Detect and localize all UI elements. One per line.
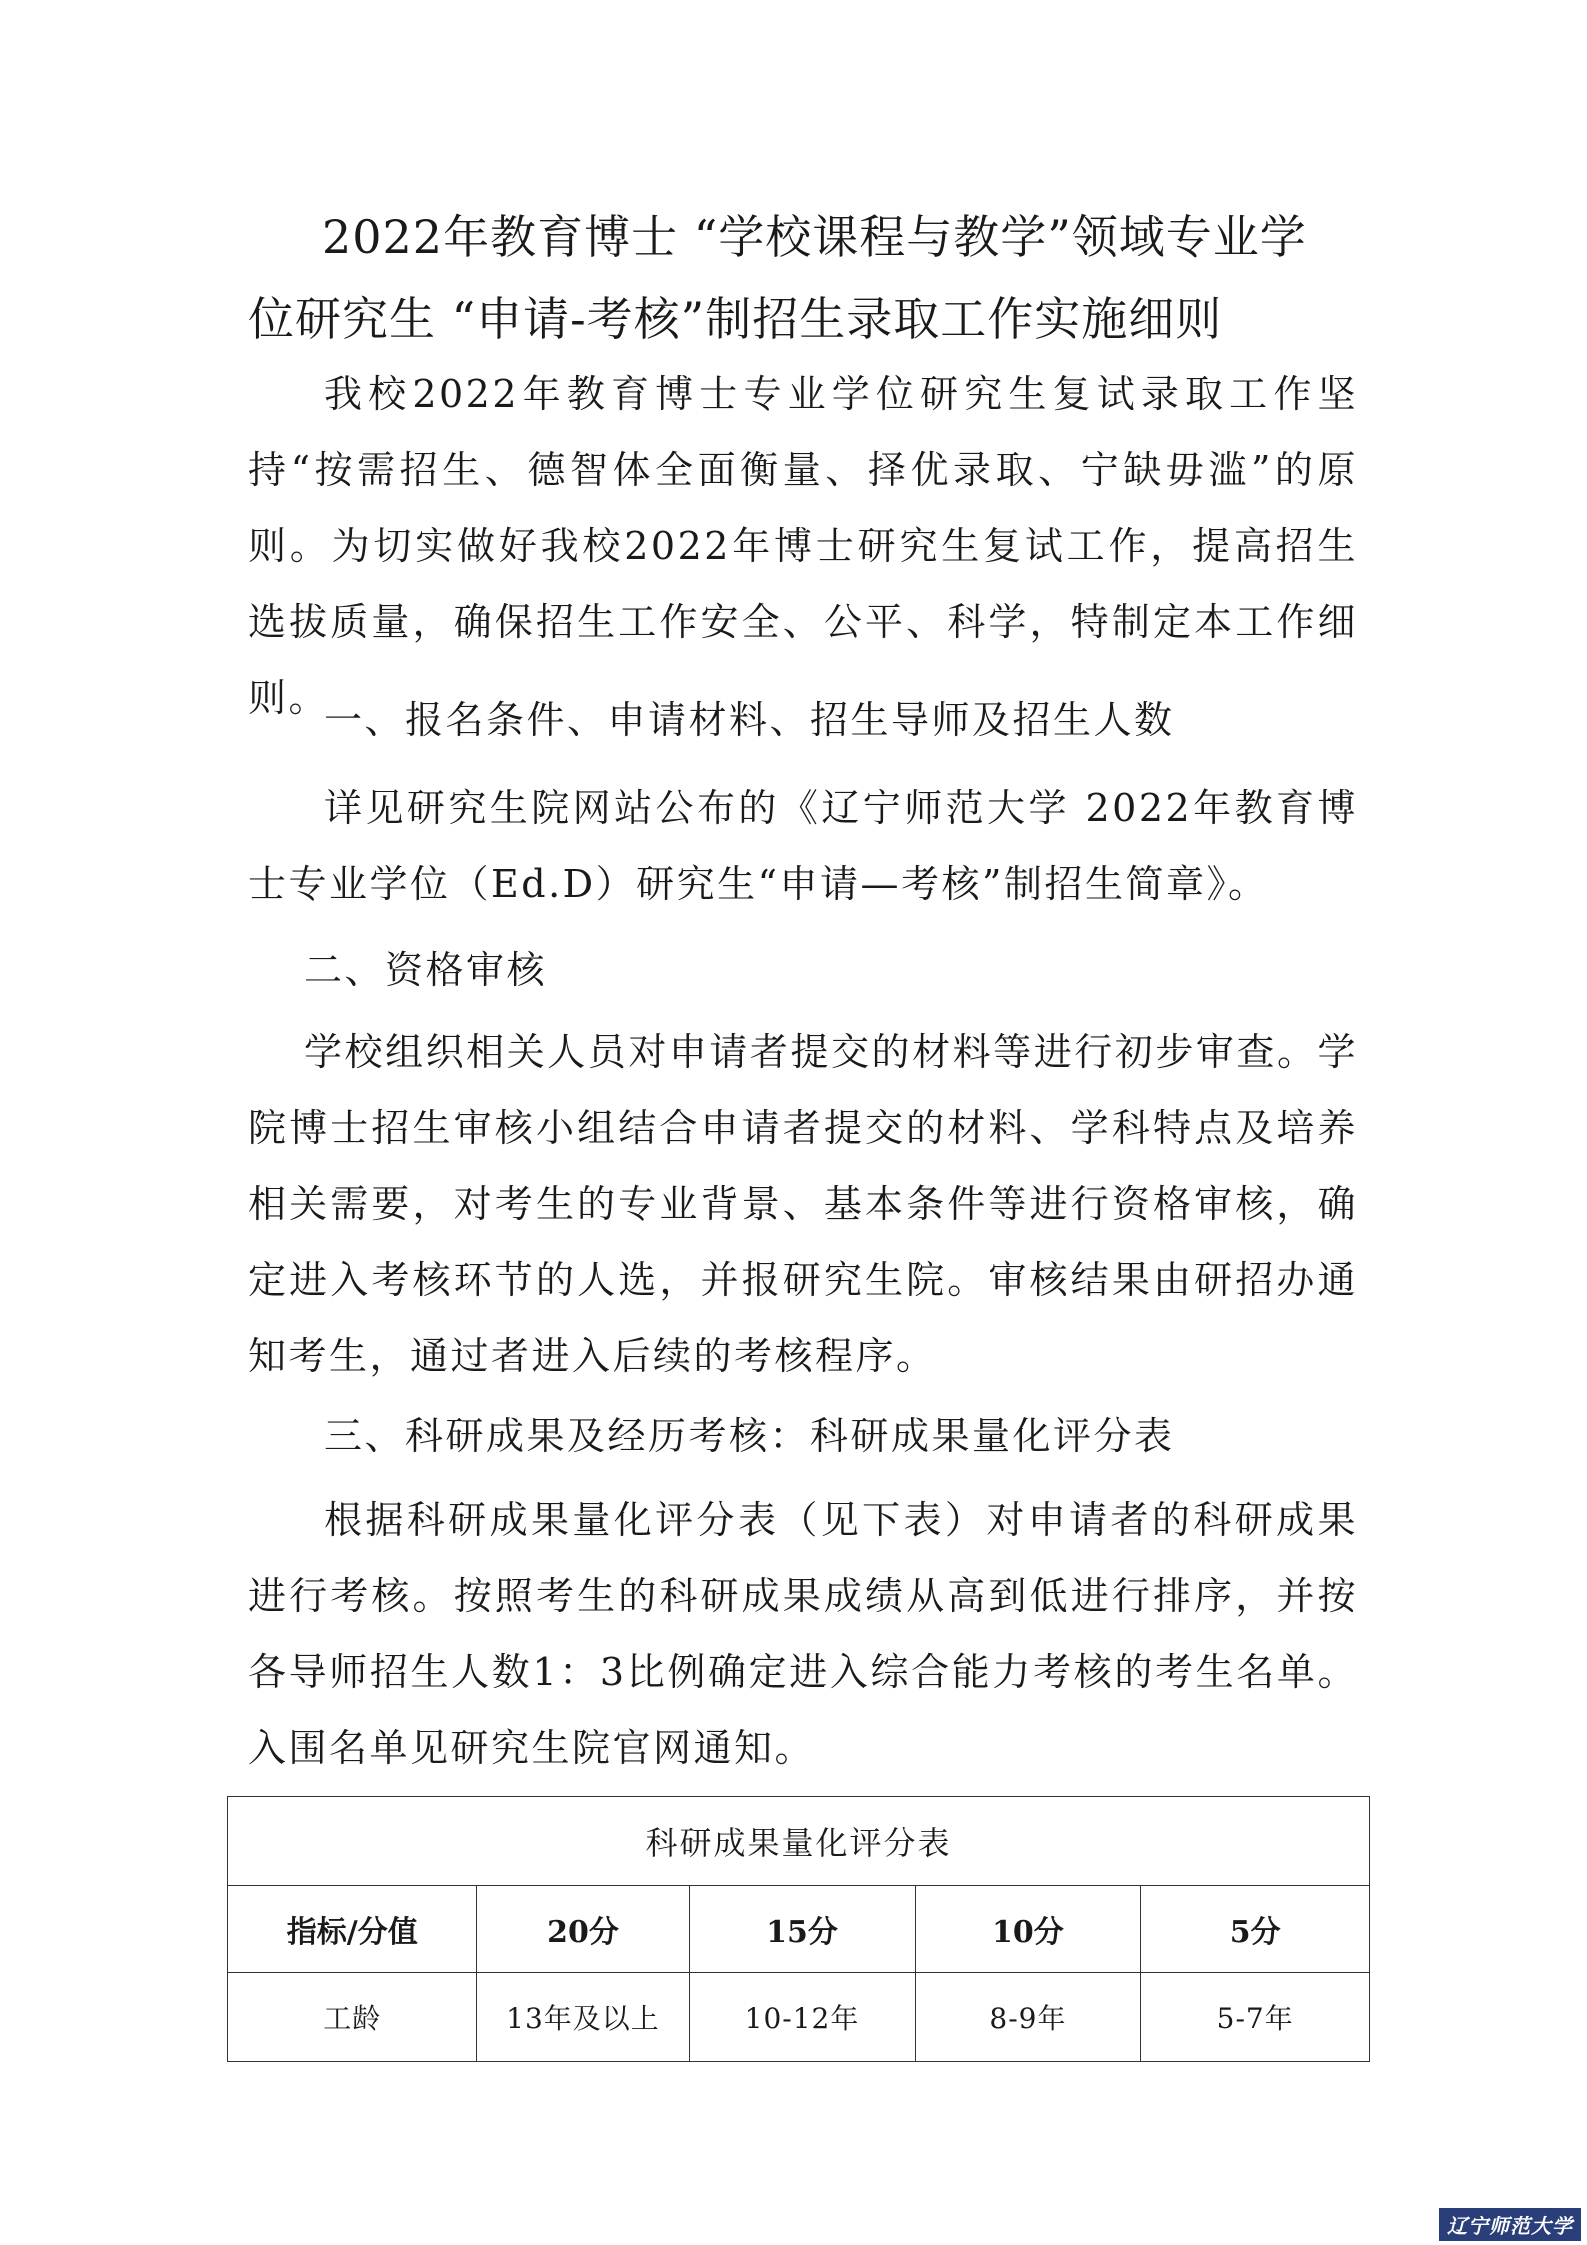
section-1-heading: 一、报名条件、申请材料、招生导师及招生人数 bbox=[324, 698, 1175, 742]
table-cell: 8-9年 bbox=[915, 1973, 1141, 2062]
section-2-body: 学校组织相关人员对申请者提交的材料等进行初步审查。学院博士招生审核小组结合申请者提交的材料、学科特点及培养相关需要，对考生的专业背景、基本条件等进行资格审核，确定进入考核环节的人选，并报研究生院。审核结果由研招办通知考生，通过者进入后续的考核程序。 bbox=[248, 1030, 1358, 1378]
section-3-heading: 三、科研成果及经历考核：科研成果量化评分表 bbox=[324, 1414, 1175, 1458]
table-cell: 10-12年 bbox=[689, 1973, 915, 2062]
table-cell: 工龄 bbox=[228, 1973, 477, 2062]
section-1-body: 详见研究生院网站公布的《辽宁师范大学 2022年教育博士专业学位（Ed.D）研究生“申请—考核”制招生简章》。 bbox=[248, 786, 1358, 906]
table-header-cell: 指标/分值 bbox=[228, 1886, 477, 1973]
document-title bbox=[248, 196, 1368, 360]
table-header-cell: 5分 bbox=[1141, 1886, 1370, 1973]
score-table bbox=[227, 1796, 1370, 2062]
table-cell: 5-7年 bbox=[1141, 1973, 1370, 2062]
table-header-cell: 15分 bbox=[689, 1886, 915, 1973]
intro-paragraph: 我校2022年教育博士专业学位研究生复试录取工作坚持“按需招生、德智体全面衡量、择优录取、宁缺毋滥”的原则。为切实做好我校2022年博士研究生复试工作，提高招生选拔质量，确保招生工作安全、公平、科学，特制定本工作细则。 bbox=[248, 372, 1358, 720]
watermark-logo: 辽宁师范大学 bbox=[1439, 2208, 1581, 2241]
section-3-body: 根据科研成果量化评分表（见下表）对申请者的科研成果进行考核。按照考生的科研成果成绩从高到低进行排序，并按各导师招生人数1：3比例确定进入综合能力考核的考生名单。入围名单见研究生院官网通知。 bbox=[248, 1498, 1358, 1770]
table-row bbox=[228, 1973, 1370, 2062]
section-2-heading: 二、资格审核 bbox=[304, 948, 548, 992]
table-header-cell: 10分 bbox=[915, 1886, 1141, 1973]
table-caption: 科研成果量化评分表 bbox=[228, 1797, 1370, 1886]
title-line-1: 2022年教育博士 “学校课程与教学”领域专业学 bbox=[322, 210, 1307, 264]
table-cell: 13年及以上 bbox=[477, 1973, 689, 2062]
table-header-row bbox=[228, 1886, 1370, 1973]
title-line-2: 位研究生 “申请-考核”制招生录取工作实施细则 bbox=[248, 292, 1223, 346]
table-header-cell: 20分 bbox=[477, 1886, 689, 1973]
